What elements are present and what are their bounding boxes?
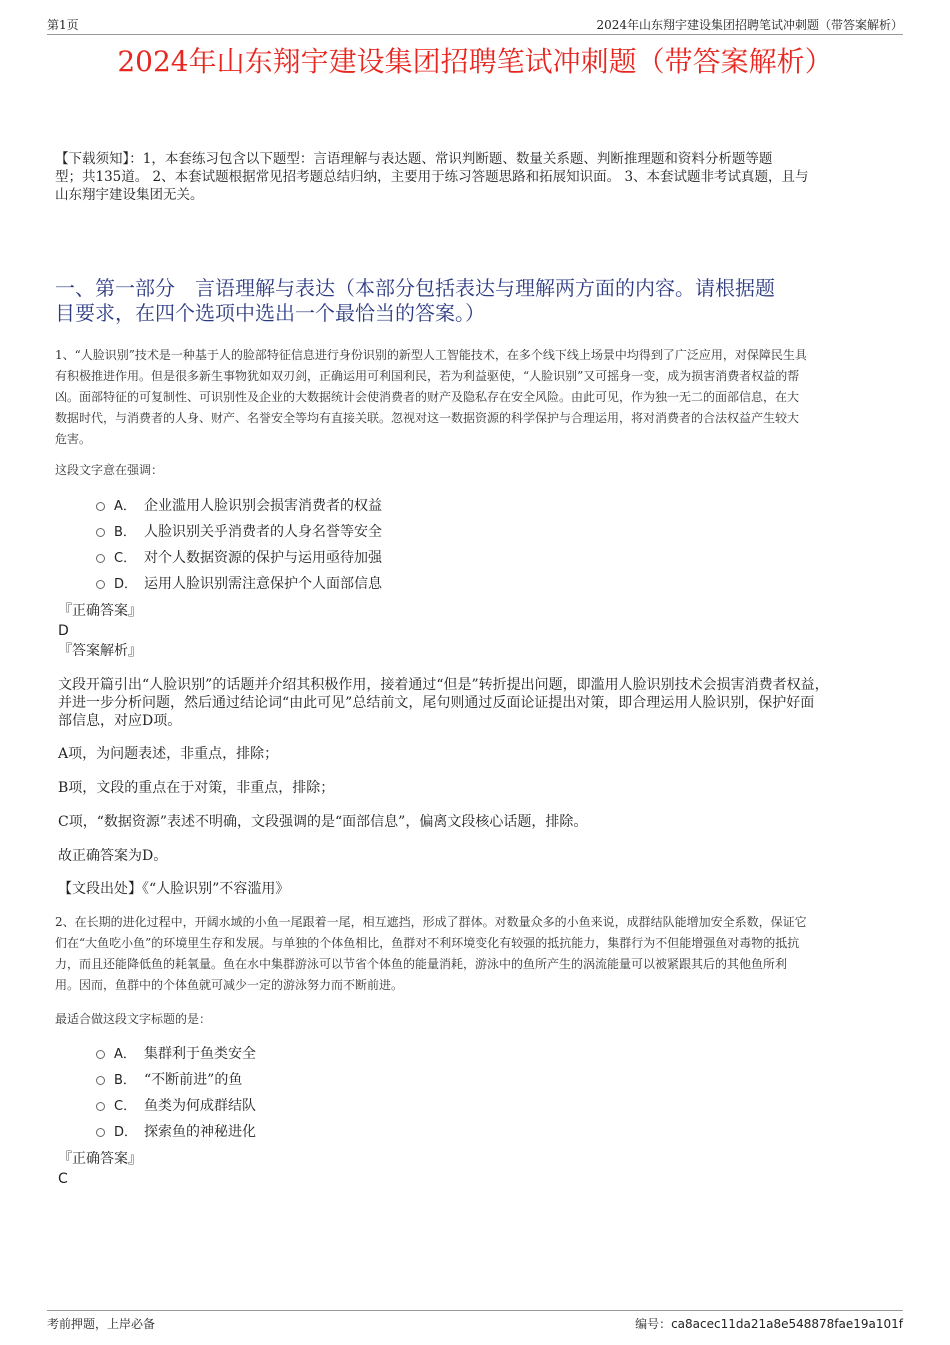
- option-c[interactable]: [96, 1093, 256, 1119]
- option-text: 人脸识别关乎消费者的人身名誉等安全: [144, 524, 382, 540]
- option-text: 运用人脸识别需注意保护个人面部信息: [144, 576, 382, 592]
- stem-line: 用。因而，鱼群中的个体鱼就可减少一定的游泳努力而不断前进。: [55, 978, 404, 992]
- stem-line: 危害。: [55, 432, 92, 446]
- download-notice: [55, 150, 900, 204]
- radio-icon[interactable]: [96, 1076, 105, 1085]
- option-letter: A．: [114, 499, 136, 514]
- analysis-line: 文段开篇引出“人脸识别”的话题并介绍其积极作用，接着通过“但是”转折提出问题，即滥用人脸识别技术会损害消费者权益，: [58, 677, 829, 693]
- answer-value: C: [58, 1171, 68, 1187]
- option-letter: C．: [114, 551, 137, 566]
- conclusion: 故正确答案为D。: [58, 848, 168, 864]
- page-number: 第1页: [47, 18, 79, 32]
- stem-line: 2、在长期的进化过程中，开阔水域的小鱼一尾跟着一尾，相互遮挡，形成了群体。对数量众多的小鱼来说，成群结队能增加安全系数，保证它: [55, 915, 807, 929]
- option-text: “不断前进”的鱼: [144, 1072, 243, 1088]
- answer-label: 『正确答案』: [58, 1151, 142, 1167]
- code-value: ca8acec11da21a8e548878fae19a101f: [671, 1317, 903, 1331]
- option-c[interactable]: [96, 545, 382, 571]
- stem-line: 们在“大鱼吃小鱼”的环境里生存和发展。与单独的个体鱼相比，鱼群对不利环境变化有较强的抵抗能力，集群行为不但能增强鱼对毒物的抵抗: [55, 936, 800, 950]
- question-2-stem: [55, 912, 900, 996]
- option-text: 对个人数据资源的保护与运用亟待加强: [144, 550, 382, 566]
- option-letter: D．: [114, 1125, 138, 1140]
- analysis-line: 部信息，对应D项。: [58, 713, 182, 729]
- section-heading: [55, 276, 900, 326]
- option-d[interactable]: [96, 571, 382, 597]
- question-1-stem: [55, 345, 900, 450]
- question-2-options: [96, 1041, 256, 1145]
- option-text: 探索鱼的神秘进化: [144, 1124, 256, 1140]
- page-header: [47, 14, 903, 35]
- stem-line: 1、“人脸识别”技术是一种基于人的脸部特征信息进行身份识别的新型人工智能技术，在多个线下线上场景中均得到了广泛应用，对保障民生具: [55, 348, 807, 362]
- option-a[interactable]: [96, 493, 382, 519]
- option-d[interactable]: [96, 1119, 256, 1145]
- option-text: 集群利于鱼类安全: [144, 1046, 256, 1062]
- page-footer: [47, 1310, 903, 1335]
- option-letter: C．: [114, 1099, 137, 1114]
- answer-value: D: [58, 623, 69, 639]
- note-a: A项，为问题表述，非重点，排除；: [58, 746, 279, 762]
- section-heading-line: 一、第一部分 言语理解与表达（本部分包括表达与理解两方面的内容。请根据题: [55, 276, 775, 300]
- analysis-text: [58, 676, 898, 730]
- footer-code: [635, 1315, 903, 1332]
- note-b: B项，文段的重点在于对策，非重点，排除；: [58, 780, 335, 796]
- option-text: 企业滥用人脸识别会损害消费者的权益: [144, 498, 382, 514]
- radio-icon[interactable]: [96, 528, 105, 537]
- radio-icon[interactable]: [96, 554, 105, 563]
- code-label: 编号：: [635, 1317, 672, 1331]
- section-heading-line: 目要求，在四个选项中选出一个最恰当的答案。）: [55, 301, 485, 325]
- source: 【文段出处】《“人脸识别”不容滥用》: [58, 881, 290, 897]
- stem-line: 力，而且还能降低鱼的耗氧量。鱼在水中集群游泳可以节省个体鱼的能量消耗，游泳中的鱼所产生的涡流能量可以被紧跟其后的其他鱼所利: [55, 957, 788, 971]
- stem-line: 凶。面部特征的可复制性、可识别性及企业的大数据统计会使消费者的财产及隐私存在安全风险。由此可见，作为独一无二的面部信息，在大: [55, 390, 800, 404]
- notice-line: 型；共135道。 2、本套试题根据常见招考题总结归纳，主要用于练习答题思路和拓展知识面。 3、本套试题非考试真题，且与: [55, 169, 809, 185]
- option-letter: A．: [114, 1047, 136, 1062]
- option-letter: B．: [114, 1073, 136, 1088]
- option-letter: B．: [114, 525, 136, 540]
- radio-icon[interactable]: [96, 1050, 105, 1059]
- notice-line: 【下载须知】：1，本套练习包含以下题型：言语理解与表达题、常识判断题、数量关系题、判断推理题和资料分析题等题: [55, 151, 773, 167]
- option-b[interactable]: [96, 519, 382, 545]
- answer-label: 『正确答案』: [58, 603, 142, 619]
- option-b[interactable]: [96, 1067, 256, 1093]
- radio-icon[interactable]: [96, 1128, 105, 1137]
- notice-line: 山东翔宇建设集团无关。: [55, 187, 204, 203]
- radio-icon[interactable]: [96, 1102, 105, 1111]
- analysis-line: 并进一步分析问题，然后通过结论词“由此可见”总结前文，尾句则通过反面论证提出对策，即合理运用人脸识别，保护好面: [58, 695, 815, 711]
- document-title: 2024年山东翔宇建设集团招聘笔试冲刺题（带答案解析）: [117, 45, 833, 78]
- analysis-label: 『答案解析』: [58, 643, 142, 659]
- question-1-options: [96, 493, 382, 597]
- radio-icon[interactable]: [96, 580, 105, 589]
- option-text: 鱼类为何成群结队: [144, 1098, 256, 1114]
- stem-line: 数据时代，与消费者的人身、财产、名誉安全等均有直接关联。忽视对这一数据资源的科学保护与合理运用，将对消费者的合法权益产生较大: [55, 411, 800, 425]
- question-1-ask: 这段文字意在强调：: [55, 463, 164, 477]
- radio-icon[interactable]: [96, 502, 105, 511]
- question-2-ask: 最适合做这段文字标题的是：: [55, 1012, 212, 1026]
- option-letter: D．: [114, 577, 138, 592]
- header-doc-title: 2024年山东翔宇建设集团招聘笔试冲刺题（带答案解析）: [596, 18, 903, 32]
- note-c: C项，“数据资源”表述不明确，文段强调的是“面部信息”，偏离文段核心话题，排除。: [58, 814, 588, 830]
- stem-line: 有积极推进作用。但是很多新生事物犹如双刃剑，正确运用可利国利民，若为利益驱使，“人脸识别”又可摇身一变，成为损害消费者权益的帮: [55, 369, 800, 383]
- footer-slogan: 考前押题，上岸必备: [47, 1317, 156, 1331]
- option-a[interactable]: [96, 1041, 256, 1067]
